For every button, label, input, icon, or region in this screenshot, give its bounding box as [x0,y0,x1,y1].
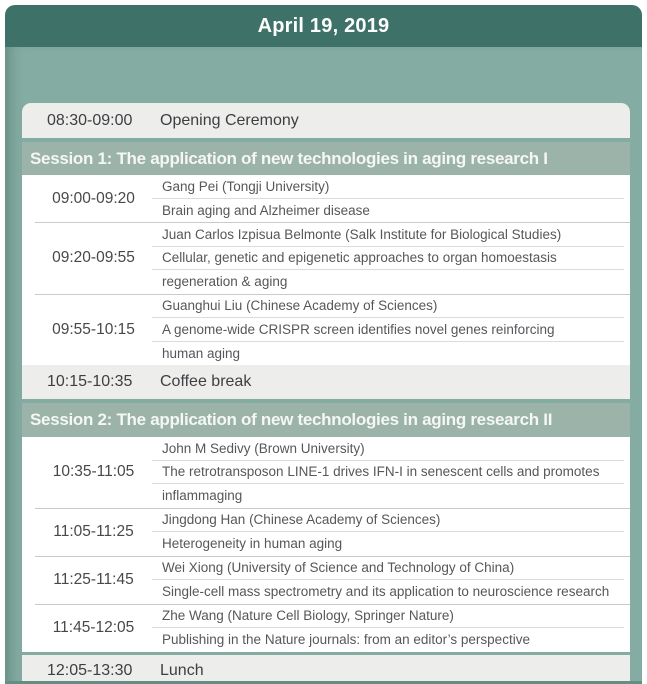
session-title: Session 2: The application of new technologies in aging research II [30,410,553,429]
card-body [5,47,642,684]
talk-line: Publishing in the Nature journals: from an editor’s perspective [162,632,530,648]
talk-line: inflammaging [162,488,243,504]
entries-block-session2 [22,437,630,652]
talk-line: The retrotransposon LINE-1 drives IFN-I in senescent cells and promotes [152,461,624,485]
talk-line: Heterogeneity in human aging [162,536,343,552]
break-label: Coffee break [160,373,252,390]
session-title: Session 1: The application of new technologies in aging research I [30,148,548,168]
talk-line: Single-cell mass spectrometry and its application to neuroscience research [162,584,610,600]
entry-content [152,223,630,294]
speaker-line: John M Sedivy (Brown University) [152,437,624,461]
entry-time: 09:00-09:20 [52,189,135,207]
speaker-line: Guanghui Liu (Chinese Academy of Sciences) [152,295,624,319]
talk-line: A genome-wide CRISPR screen identifies novel genes reinforcing [152,318,624,342]
entry-content [152,437,630,508]
entry-content [152,509,630,556]
entry-time: 09:20-09:55 [52,249,135,267]
break-row-coffee [22,365,630,399]
break-time: 08:30-09:00 [47,111,133,129]
date-header [5,5,642,47]
speaker-line: Wei Xiong (University of Science and Technology of China) [152,557,624,581]
entry-content [152,175,630,222]
speaker-line: Zhe Wang (Nature Cell Biology, Springer Nature) [152,605,624,629]
entry-time: 11:25-11:45 [53,571,134,588]
break-row-opening [22,103,630,138]
schedule-entry [35,509,630,557]
entry-content [152,295,630,366]
break-time: 10:15-10:35 [47,373,133,390]
speaker-line: Juan Carlos Izpisua Belmonte (Salk Institute for Biological Studies) [152,223,624,247]
session-header-2 [22,403,630,437]
entry-time: 09:55-10:15 [52,320,135,338]
schedule-entry [35,295,630,366]
entry-time: 11:05-11:25 [53,523,134,540]
break-time: 12:05-13:30 [47,661,133,679]
entry-content [152,557,630,604]
talk-line: regeneration & aging [162,274,288,290]
break-label: Lunch [160,661,204,679]
schedule-entry [35,557,630,605]
schedule-entry [35,437,630,509]
entry-time: 10:35-11:05 [52,463,135,481]
entry-time: 11:45-12:05 [52,619,135,636]
speaker-line: Gang Pei (Tongji University) [152,175,624,199]
entry-content [152,605,630,652]
break-row-lunch [22,655,630,684]
date-title: April 19, 2019 [257,14,390,37]
talk-line: human aging [162,345,241,361]
schedule-card [5,5,642,684]
session-header-1 [22,142,630,175]
schedule-entry [35,605,630,652]
talk-line: Cellular, genetic and epigenetic approaches to organ homoestasis [152,247,624,271]
talk-line: Brain aging and Alzheimer disease [162,202,370,218]
schedule-entry [35,223,630,295]
schedule-entry [35,175,630,223]
entries-block-session1 [22,175,630,365]
break-label: Opening Ceremony [160,111,299,129]
speaker-line: Jingdong Han (Chinese Academy of Sciences) [152,509,624,533]
